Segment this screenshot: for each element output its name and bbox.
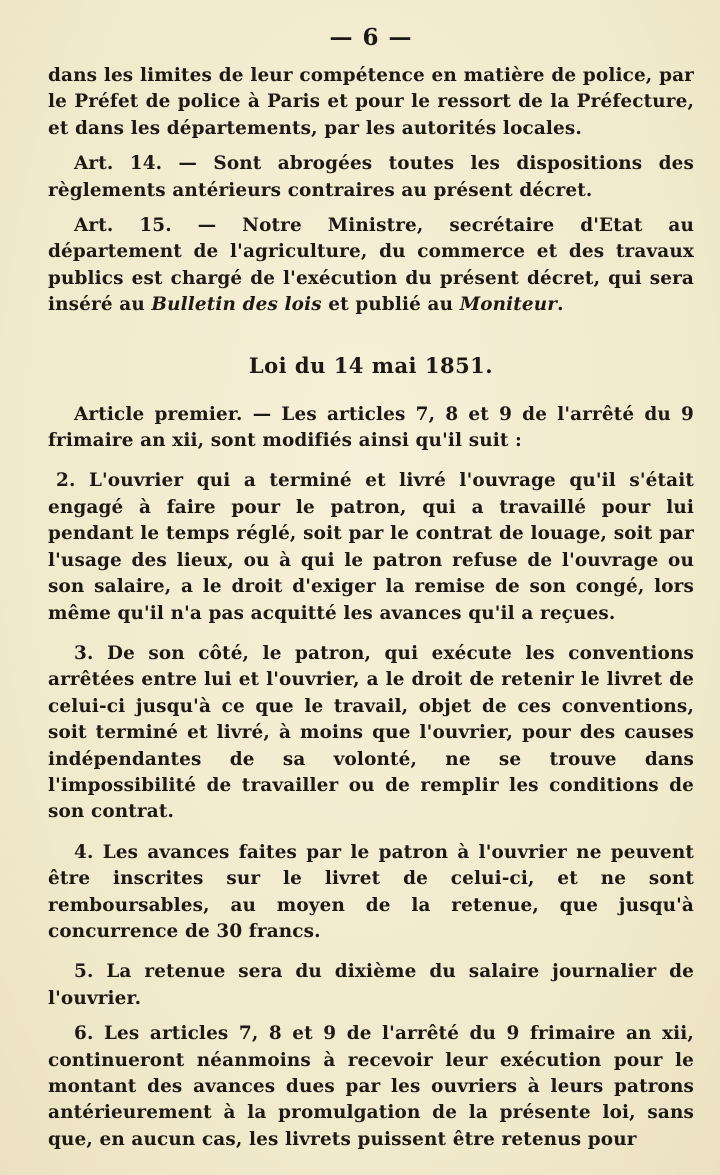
article-14: Art. 14. — Sont abrogées toutes les dispositions des règlements antérieurs contraires au présent décret.: [48, 153, 694, 201]
article-6: 6. Les articles 7, 8 et 9 de l'arrêté du 9 frimaire an xii, continueront néanmoins à recevoir leur exécution pour le montant des avances dues par les ouvriers à leurs patrons antérieurement à la promulgation de la présente loi, sans que, en aucun cas, les livrets puissent être retenus pour: [48, 1023, 694, 1150]
moniteur-title: Moniteur: [459, 294, 558, 316]
article-15-text-end: .: [557, 294, 564, 316]
paragraph-continuation: dans les limites de leur compétence en matière de police, par le Préfet de police à Paris et pour le ressort de la Préfecture, et dans les départements, par les autorités locales.: [48, 65, 694, 139]
article-15: [48, 213, 694, 319]
bulletin-des-lois-title: Bulletin des lois: [151, 294, 322, 316]
article-2: 2. L'ouvrier qui a terminé et livré l'ouvrage qu'il s'était engagé à faire pour le patron, qui a travaillé pour lui pendant le temps réglé, soit par le contrat de louage, soit par l'usage des lieux, ou à qui le patron refuse de l'ouvrage ou son salaire, a le droit d'exiger la remise de son congé, lors même qu'il n'a pas acquitté les avances qu'il a reçues.: [48, 470, 694, 624]
section-title: Loi du 14 mai 1851.: [248, 352, 494, 378]
article-premier: Article premier. — Les articles 7, 8 et 9 de l'arrêté du 9 frimaire an xii, sont modifiés ainsi qu'il suit :: [48, 403, 694, 452]
article-5: 5. La retenue sera du dixième du salaire journalier de l'ouvrier.: [48, 961, 694, 1009]
article-4: 4. Les avances faites par le patron à l'ouvrier ne peuvent être inscrites sur le livret de celui-ci, et ne sont remboursables, au moyen de la retenue, que jusqu'à concurrence de 30 francs.: [48, 841, 694, 942]
page-number: — 6 —: [329, 24, 413, 51]
article-3: 3. De son côté, le patron, qui exécute les conventions arrêtées entre lui et l'ouvrier, a le droit de retenir le livret de celui-ci jusqu'à ce que le travail, objet de ces conventions, soit terminé et livré, à moins que l'ouvrier, pour des causes indépendantes de sa volonté, ne se trouve dans l'impossibilité de travailler ou de remplir les conditions de son contrat.: [48, 642, 694, 823]
article-15-text-mid: et publié au: [321, 294, 460, 316]
article-15-text-start: Art. 15. — Notre Ministre, secrétaire d'Etat au département de l'agriculture, du commerce et des travaux publics est chargé de l'exécution du présent décret, qui sera inséré au: [48, 215, 694, 316]
